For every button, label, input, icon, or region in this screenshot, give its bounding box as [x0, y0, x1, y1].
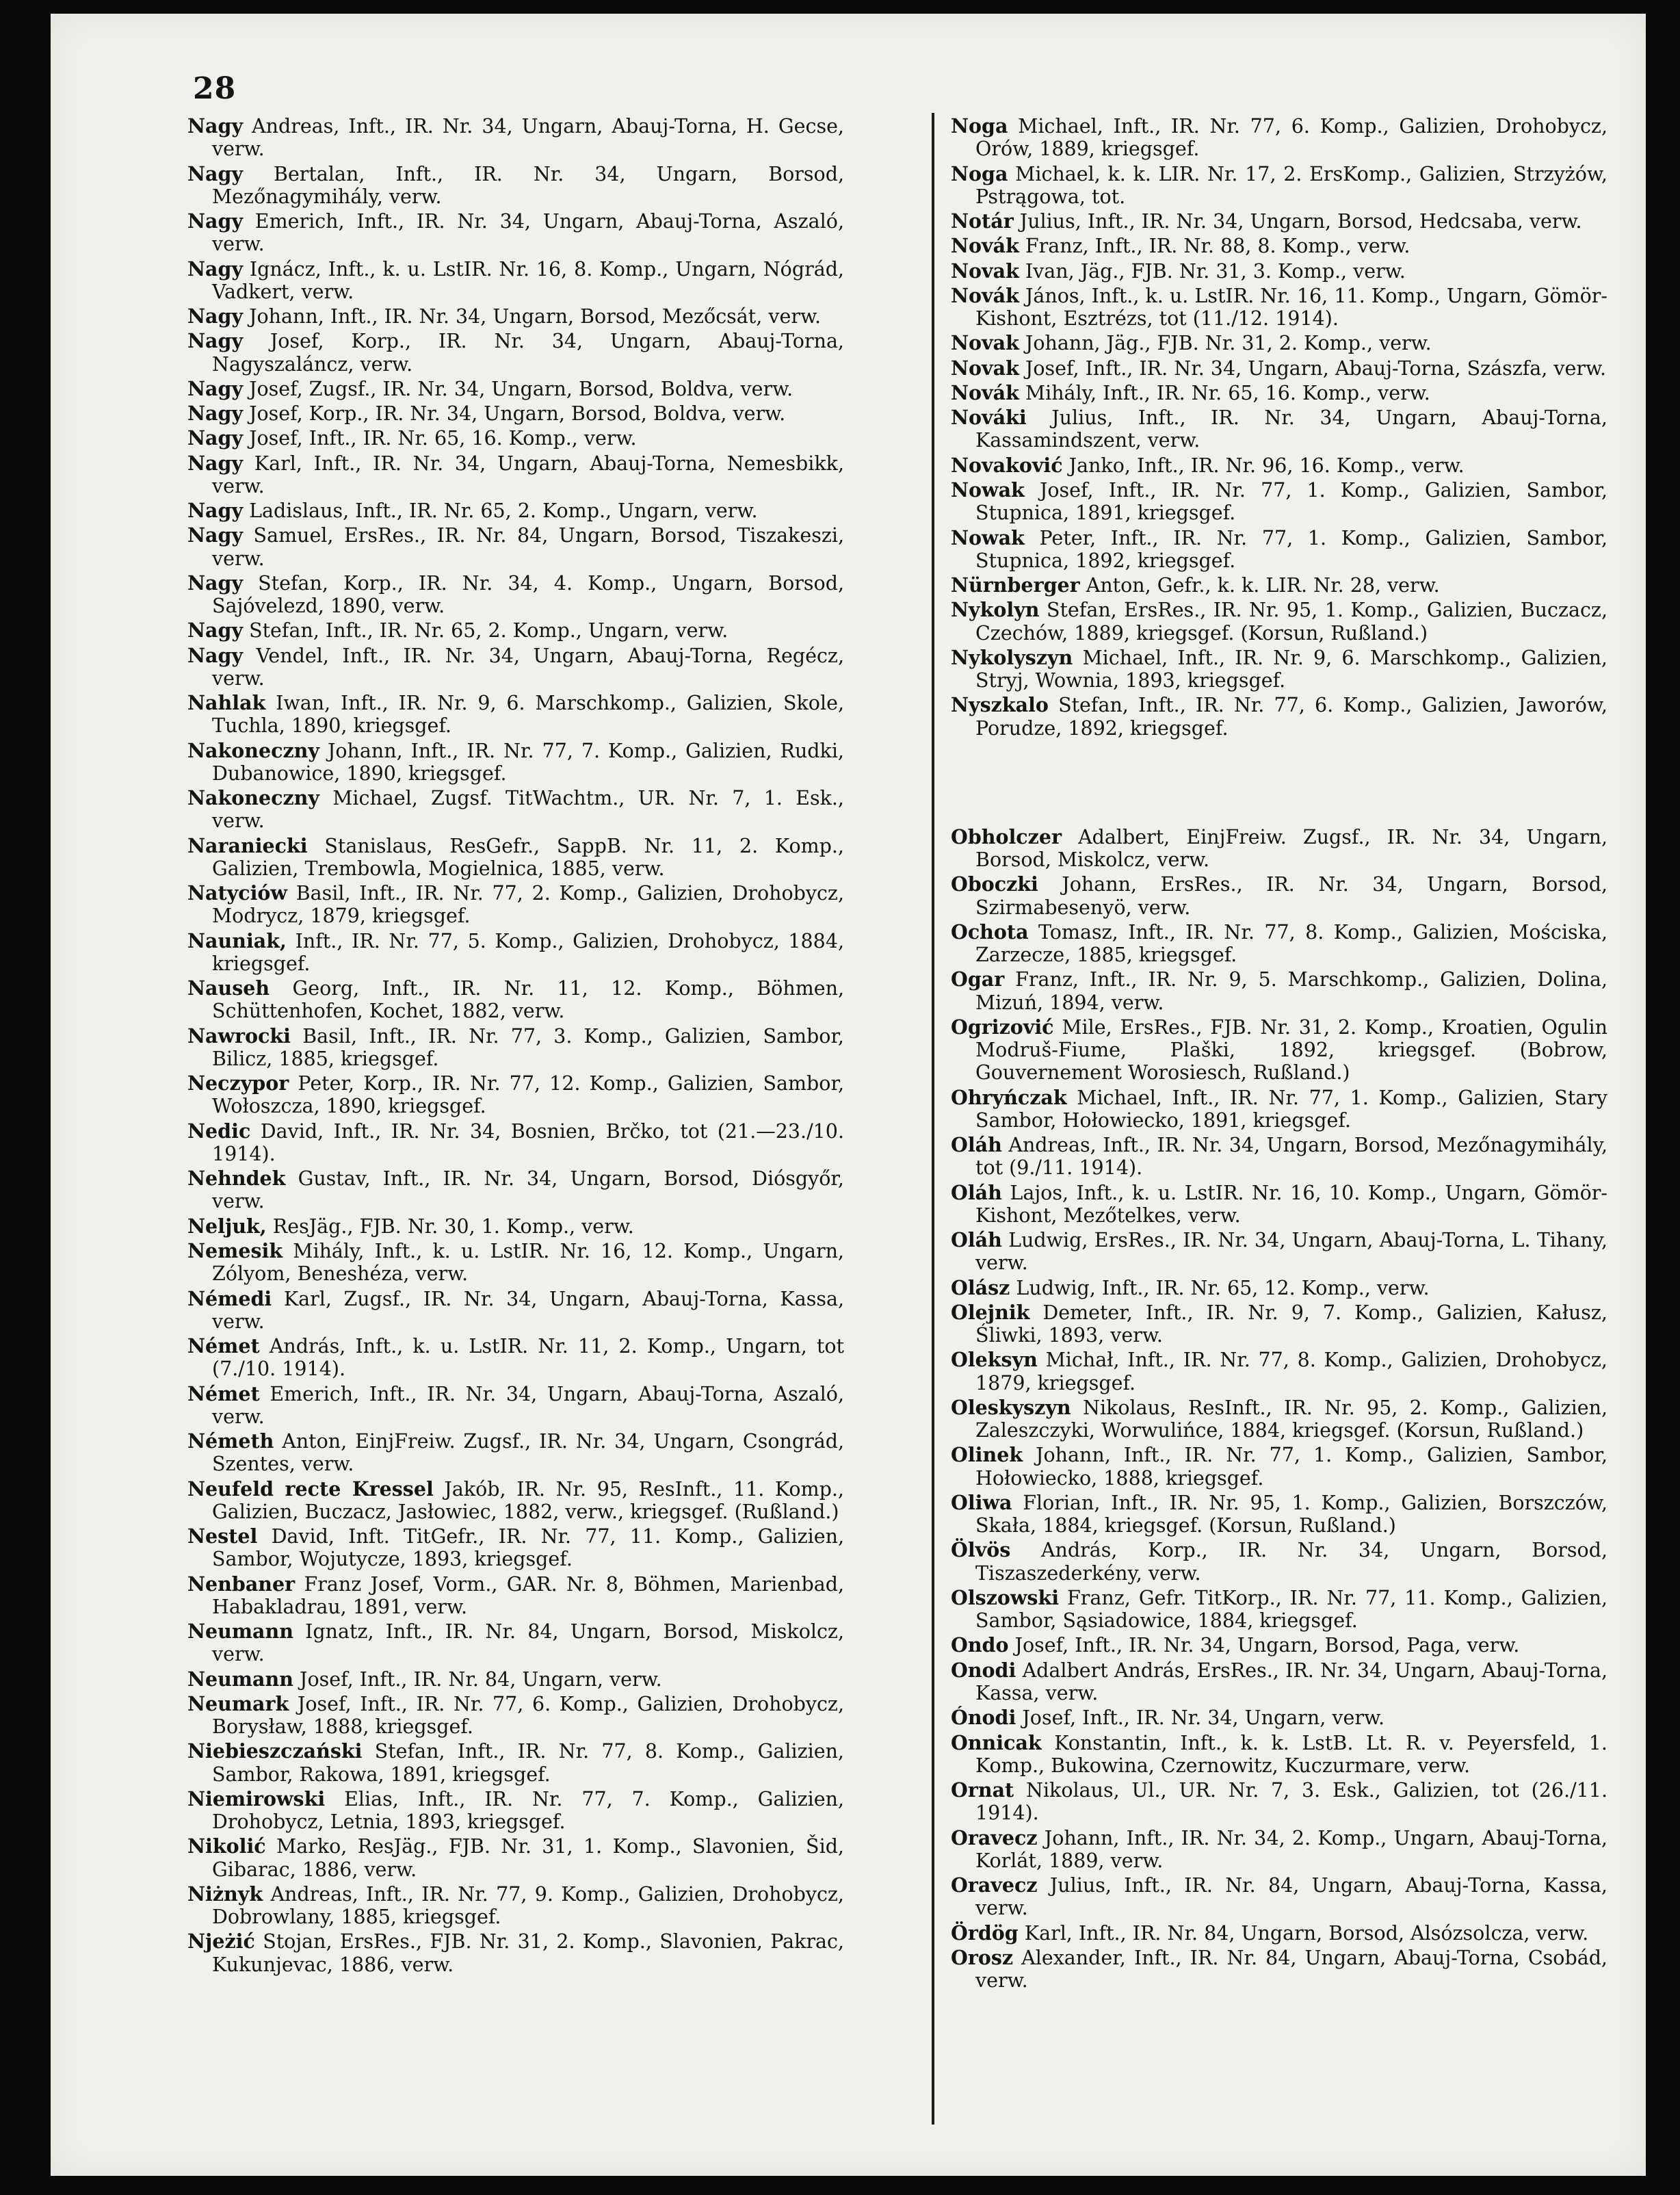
entry-details: Stefan, Inft., IR. Nr. 77, 8. Komp., Galizien, Sambor, Rakowa, 1891, kriegsgef. [212, 1740, 844, 1786]
entry-surname: Nauseh [187, 976, 270, 1000]
register-entry [951, 921, 1607, 966]
entry-details: Emerich, Inft., IR. Nr. 34, Ungarn, Abauj-Torna, Aszaló, verw. [212, 210, 845, 256]
entry-surname: Novák [951, 283, 1019, 307]
register-entry [951, 1634, 1607, 1657]
entry-surname: Neljuk, [187, 1214, 267, 1238]
entry-details: Nikolaus, ResInft., IR. Nr. 95, 2. Komp., Galizien, Zaleszczyki, Worwulińce, 1884, kriegsgef. (Korsun, Rußland.) [975, 1396, 1608, 1442]
entry-surname: Oláh [951, 1228, 1002, 1252]
register-entry [187, 977, 844, 1022]
entry-surname: Neumann [187, 1620, 293, 1644]
register-entry [951, 1301, 1607, 1347]
register-entry [187, 645, 844, 690]
entry-details: Demeter, Inft., IR. Nr. 9, 7. Komp., Galizien, Kałusz, Śliwki, 1893, verw. [975, 1301, 1607, 1347]
entry-details: Adalbert András, ErsRes., IR. Nr. 34, Ungarn, Abauj-Torna, Kassa, verw. [975, 1659, 1607, 1704]
entry-details: Johann, Jäg., FJB. Nr. 31, 2. Komp., verw. [1025, 332, 1432, 355]
register-entry [187, 1120, 844, 1165]
register-entry [951, 527, 1607, 572]
entry-surname: Novák [951, 380, 1019, 404]
entry-details: Michael, Inft., IR. Nr. 77, 6. Komp., Galizien, Drohobycz, Orów, 1889, kriegsgef. [975, 115, 1608, 161]
register-entry [951, 694, 1607, 739]
entry-details: Mile, ErsRes., FJB. Nr. 31, 2. Komp., Kroatien, Ogulin Modruš-Fiume, Plaški, 1892, kriegsgef. (Bobrow, Gouvernement Worosiesch, Rußland.) [975, 1015, 1607, 1084]
entry-details: Josef, Inft., IR. Nr. 77, 1. Komp., Galizien, Sambor, Stupnica, 1891, kriegsgef. [975, 479, 1608, 525]
entry-details: Michael, Zugsf. TitWachtm., UR. Nr. 7, 1. Esk., verw. [212, 787, 844, 833]
entry-surname: Notár [951, 209, 1014, 233]
register-entry [951, 260, 1607, 283]
register-entry [951, 1827, 1607, 1872]
entry-surname: Nedic [187, 1119, 251, 1143]
entry-details: Lajos, Inft., k. u. LstIR. Nr. 16, 10. Komp., Ungarn, Gömör-Kishont, Mezőtelkes, verw. [975, 1181, 1608, 1227]
entry-surname: Nemesik [187, 1239, 283, 1263]
register-entry [951, 1444, 1607, 1489]
entry-details: Ladislaus, Inft., IR. Nr. 65, 2. Komp., Ungarn, verw. [249, 499, 758, 523]
entry-details: Ignácz, Inft., k. u. LstIR. Nr. 16, 8. Komp., Ungarn, Nógrád, Vadkert, verw. [212, 257, 844, 303]
register-entry [187, 1883, 844, 1928]
entry-details: Peter, Korp., IR. Nr. 77, 12. Komp., Galizien, Sambor, Wołoszcza, 1890, kriegsgef. [212, 1072, 844, 1118]
register-entry [951, 357, 1607, 380]
register-entry [187, 1215, 844, 1238]
entry-surname: Onodi [951, 1658, 1016, 1682]
entry-details: Johann, ErsRes., IR. Nr. 34, Ungarn, Borsod, Szirmabesenyö, verw. [975, 873, 1607, 919]
entry-details: Tomasz, Inft., IR. Nr. 77, 8. Komp., Galizien, Mościska, Zarzecze, 1885, kriegsgef. [975, 920, 1608, 967]
entry-surname: Oláh [951, 1133, 1002, 1157]
register-entry [187, 1240, 844, 1285]
entry-details: Ivan, Jäg., FJB. Nr. 31, 3. Komp., verw. [1025, 259, 1406, 283]
register-entry [187, 1167, 844, 1212]
register-entry [187, 1383, 844, 1428]
register-entry [951, 1947, 1607, 1992]
entry-details: Franz, Gefr. TitKorp., IR. Nr. 77, 11. Komp., Galizien, Sambor, Sąsiadowice, 1884, kriegsgef. [975, 1586, 1607, 1633]
register-entry [187, 740, 844, 785]
register-entry [951, 1539, 1607, 1584]
register-entry [187, 1620, 844, 1665]
entry-details: Franz Josef, Vorm., GAR. Nr. 8, Böhmen, Marienbad, Habakladrau, 1891, verw. [212, 1572, 845, 1618]
register-entry [187, 402, 844, 425]
entry-details: Josef, Inft., IR. Nr. 65, 16. Komp., verw. [249, 427, 637, 450]
entry-surname: Oravecz [951, 1873, 1038, 1897]
entry-surname: Német [187, 1334, 260, 1358]
entry-surname: Olszowski [951, 1585, 1060, 1609]
entry-details: Franz, Inft., IR. Nr. 9, 5. Marschkomp., Galizien, Dolina, Mizuń, 1894, verw. [975, 968, 1607, 1014]
entry-surname: Ondo [951, 1633, 1009, 1657]
entry-surname: Novak [951, 259, 1019, 283]
entry-details: Elias, Inft., IR. Nr. 77, 7. Komp., Galizien, Drohobycz, Letnia, 1893, kriegsgef. [212, 1787, 844, 1834]
register-entry [951, 1134, 1607, 1179]
register-entry [187, 692, 844, 737]
entry-surname: Nagy [187, 257, 244, 281]
entry-details: Andreas, Inft., IR. Nr. 34, Ungarn, Borsod, Mezőnagymihály, tot (9./11. 1914). [975, 1134, 1608, 1180]
register-entry [951, 873, 1607, 918]
entry-details: Stefan, Inft., IR. Nr. 65, 2. Komp., Ungarn, verw. [249, 619, 729, 642]
entry-details: Jakób, IR. Nr. 95, ResInft., 11. Komp., Galizien, Buczacz, Jasłowiec, 1882, verw., kriegsgef. (Rußland.) [212, 1477, 844, 1523]
entry-details: Gustav, Inft., IR. Nr. 34, Ungarn, Borsod, Diósgyőr, verw. [212, 1167, 844, 1213]
entry-surname: Nikolić [187, 1834, 266, 1858]
entry-details: Anton, Gefr., k. k. LIR. Nr. 28, verw. [1086, 574, 1440, 597]
entry-surname: Nestel [187, 1524, 258, 1548]
entry-details: Johann, Inft., IR. Nr. 77, 1. Komp., Galizien, Sambor, Hołowiecko, 1888, kriegsgef. [975, 1444, 1608, 1490]
entry-surname: Nawrocki [187, 1024, 291, 1048]
entry-surname: Ochota [951, 920, 1029, 944]
register-entry [951, 1659, 1607, 1704]
entry-surname: Ogrizović [951, 1015, 1054, 1039]
entry-details: Michael, Inft., IR. Nr. 77, 1. Komp., Galizien, Stary Sambor, Hołowiecko, 1891, kriegsgef. [975, 1086, 1607, 1132]
entry-surname: Neczypor [187, 1071, 289, 1095]
entry-surname: Olinek [951, 1443, 1023, 1467]
entry-details: Inft., IR. Nr. 77, 5. Komp., Galizien, Drohobycz, 1884, kriegsgef. [212, 929, 845, 975]
register-entry [951, 968, 1607, 1013]
entry-details: Mihály, Inft., k. u. LstIR. Nr. 16, 12. Komp., Ungarn, Zólyom, Beneshéza, verw. [212, 1240, 844, 1286]
entry-surname: Nakoneczny [187, 738, 319, 762]
entry-details: Josef, Korp., IR. Nr. 34, Ungarn, Borsod, Boldva, verw. [249, 402, 786, 426]
entry-details: Josef, Inft., IR. Nr. 34, Ungarn, Abauj-Torna, Szászfa, verw. [1025, 356, 1607, 380]
entry-details: Iwan, Inft., IR. Nr. 9, 6. Marschkomp., Galizien, Skole, Tuchla, 1890, kriegsgef. [212, 692, 845, 738]
register-entry [187, 115, 844, 160]
register-entry [187, 882, 844, 927]
register-entry [187, 499, 844, 522]
entry-details: Peter, Inft., IR. Nr. 77, 1. Komp., Galizien, Sambor, Stupnica, 1892, kriegsgef. [975, 526, 1608, 572]
entry-surname: Ónodi [951, 1706, 1016, 1730]
register-entry [951, 1587, 1607, 1632]
entry-details: Samuel, ErsRes., IR. Nr. 84, Ungarn, Borsod, Tiszakeszi, verw. [212, 524, 845, 570]
register-entry [187, 1740, 844, 1785]
entry-surname: Niżnyk [187, 1882, 263, 1906]
entry-surname: Nahlak [187, 691, 266, 715]
entry-details: Karl, Inft., IR. Nr. 84, Ungarn, Borsod, Alsózsolcza, verw. [1024, 1921, 1589, 1945]
entry-details: Marko, ResJäg., FJB. Nr. 31, 1. Komp., Slavonien, Šid, Gibarac, 1886, verw. [212, 1835, 844, 1881]
entry-surname: Ohryńczak [951, 1085, 1067, 1109]
entry-surname: Nagy [187, 426, 244, 450]
left-column [187, 115, 844, 1976]
entry-surname: Nagy [187, 304, 244, 328]
page-number: 28 [193, 71, 237, 106]
entry-details: Emerich, Inft., IR. Nr. 34, Ungarn, Abauj-Torna, Aszaló, verw. [212, 1382, 845, 1428]
register-entry [187, 1430, 844, 1475]
entry-surname: Nagy [187, 376, 244, 400]
entry-details: Johann, Inft., IR. Nr. 34, Ungarn, Borsod, Mezőcsát, verw. [249, 305, 822, 328]
register-entry [187, 452, 844, 497]
register-entry [951, 285, 1607, 330]
register-entry [951, 382, 1607, 404]
entry-surname: Nagy [187, 329, 244, 353]
register-entry [187, 930, 844, 975]
entry-surname: Njeżić [187, 1930, 255, 1953]
register-entry [187, 524, 844, 569]
entry-surname: Nauniak, [187, 928, 287, 952]
register-entry [951, 1874, 1607, 1919]
register-entry [951, 479, 1607, 524]
entry-details: David, Inft., IR. Nr. 34, Bosnien, Brčko, tot (21.—23./10. 1914). [212, 1119, 844, 1165]
entry-surname: Noga [951, 114, 1008, 138]
entry-details: Ludwig, Inft., IR. Nr. 65, 12. Komp., verw. [1016, 1276, 1430, 1299]
entry-surname: Nagy [187, 619, 244, 642]
register-entry [187, 1478, 844, 1523]
entry-details: Josef, Inft., IR. Nr. 34, Ungarn, Borsod, Paga, verw. [1014, 1634, 1520, 1657]
entry-details: Karl, Zugsf., IR. Nr. 34, Ungarn, Abauj-Torna, Kassa, verw. [212, 1287, 845, 1333]
register-entry [187, 1573, 844, 1618]
entry-surname: Nykolyn [951, 598, 1040, 622]
entry-surname: Ornat [951, 1778, 1014, 1802]
right-column [951, 115, 1607, 1992]
entry-details: Ignatz, Inft., IR. Nr. 84, Ungarn, Borsod, Miskolcz, verw. [212, 1620, 844, 1666]
entry-surname: Nagy [187, 161, 244, 185]
entry-details: David, Inft. TitGefr., IR. Nr. 77, 11. Komp., Galizien, Sambor, Wojutycze, 1893, kriegsgef. [212, 1525, 845, 1571]
entry-surname: Oliwa [951, 1490, 1012, 1514]
entry-details: Konstantin, Inft., k. k. LstB. Lt. R. v. Peyersfeld, 1. Komp., Bukowina, Czernowitz, Kuczurmare, verw. [975, 1731, 1607, 1777]
register-entry [187, 1693, 844, 1738]
register-entry [187, 835, 844, 880]
entry-details: Alexander, Inft., IR. Nr. 84, Ungarn, Abauj-Torna, Csobád, verw. [975, 1946, 1607, 1992]
entry-details: Basil, Inft., IR. Nr. 77, 3. Komp., Galizien, Sambor, Bilicz, 1885, kriegsgef. [212, 1024, 844, 1070]
entry-surname: Orosz [951, 1945, 1014, 1969]
entry-details: Stefan, Korp., IR. Nr. 34, 4. Komp., Ungarn, Borsod, Sajóvelezd, 1890, verw. [212, 571, 844, 618]
entry-details: Michał, Inft., IR. Nr. 77, 8. Komp., Galizien, Drohobycz, 1879, kriegsgef. [975, 1349, 1607, 1394]
column-divider [932, 113, 934, 2125]
register-entry [951, 599, 1607, 644]
entry-surname: Olejnik [951, 1300, 1030, 1324]
register-entry [951, 1706, 1607, 1729]
entry-surname: Novak [951, 356, 1019, 380]
entry-surname: Nagy [187, 643, 244, 667]
entry-details: Bertalan, Inft., IR. Nr. 34, Ungarn, Borsod, Mezőnagymihály, verw. [212, 162, 845, 208]
register-entry [187, 305, 844, 328]
entry-surname: Oboczki [951, 872, 1038, 896]
entry-details: Josef, Inft., IR. Nr. 34, Ungarn, verw. [1022, 1706, 1385, 1730]
entry-details: Florian, Inft., IR. Nr. 95, 1. Komp., Galizien, Borszczów, Skała, 1884, kriegsgef. (Korsun, Rußland.) [975, 1491, 1608, 1537]
register-entry [951, 574, 1607, 597]
register-entry [951, 454, 1607, 477]
entry-surname: Nagy [187, 523, 244, 547]
register-entry [187, 572, 844, 617]
register-entry [187, 258, 844, 303]
register-entry [187, 378, 844, 400]
entry-surname: Nowak [951, 478, 1025, 502]
entry-details: Josef, Korp., IR. Nr. 34, Ungarn, Abauj-Torna, Nagyszaláncz, verw. [212, 330, 844, 376]
register-entry [187, 1288, 844, 1333]
register-entry [187, 1668, 844, 1691]
entry-details: Johann, Inft., IR. Nr. 77, 7. Komp., Galizien, Rudki, Dubanowice, 1890, kriegsgef. [212, 739, 844, 785]
entry-surname: Novaković [951, 453, 1063, 477]
entry-details: Michael, k. k. LIR. Nr. 17, 2. ErsKomp., Galizien, Strzyżów, Pstrągowa, tot. [975, 162, 1607, 208]
register-entry [951, 1087, 1607, 1132]
entry-surname: Oravecz [951, 1826, 1038, 1849]
register-entry [951, 1922, 1607, 1945]
register-entry [187, 1525, 844, 1570]
entry-details: Josef, Inft., IR. Nr. 77, 6. Komp., Galizien, Drohobycz, Borysław, 1888, kriegsgef. [212, 1692, 845, 1739]
entry-details: Adalbert, EinjFreiw. Zugsf., IR. Nr. 34, Ungarn, Borsod, Miskolcz, verw. [975, 825, 1608, 872]
entry-details: András, Korp., IR. Nr. 34, Ungarn, Borsod, Tiszaszederkény, verw. [975, 1539, 1608, 1585]
entry-details: András, Inft., k. u. LstIR. Nr. 11, 2. Komp., Ungarn, tot (7./10. 1914). [212, 1335, 844, 1381]
entry-surname: Onnicak [951, 1730, 1042, 1754]
register-entry [187, 427, 844, 450]
entry-surname: Német [187, 1381, 260, 1405]
entry-details: Stojan, ErsRes., FJB. Nr. 31, 2. Komp., Slavonien, Pakrac, Kukunjevac, 1886, verw. [212, 1930, 844, 1976]
entry-surname: Neumann [187, 1667, 293, 1691]
right-column-n-entries [951, 115, 1607, 740]
entry-surname: Nagy [187, 451, 244, 475]
register-entry [187, 1835, 844, 1880]
entry-details: Basil, Inft., IR. Nr. 77, 2. Komp., Galizien, Drohobycz, Modrycz, 1879, kriegsgef. [212, 882, 845, 928]
entry-details: Julius, Inft., IR. Nr. 34, Ungarn, Abauj-Torna, Kassamindszent, verw. [975, 406, 1607, 452]
entry-details: Ludwig, ErsRes., IR. Nr. 34, Ungarn, Abauj-Torna, L. Tihany, verw. [975, 1229, 1607, 1275]
register-entry [187, 1072, 844, 1117]
entry-surname: Olász [951, 1275, 1010, 1299]
entry-surname: Némedi [187, 1286, 272, 1310]
entry-surname: Nakoneczny [187, 786, 319, 810]
entry-surname: Naraniecki [187, 833, 308, 857]
register-entry [951, 1397, 1607, 1442]
entry-details: Georg, Inft., IR. Nr. 11, 12. Komp., Böhmen, Schüttenhofen, Kochet, 1882, verw. [212, 977, 845, 1023]
entry-surname: Nenbaner [187, 1572, 296, 1596]
entry-surname: Németh [187, 1429, 274, 1453]
entry-details: Stefan, Inft., IR. Nr. 77, 6. Komp., Galizien, Jaworów, Porudze, 1892, kriegsgef. [975, 694, 1607, 740]
entry-surname: Nagy [187, 209, 244, 233]
register-entry [951, 1492, 1607, 1537]
register-entry [187, 1788, 844, 1833]
register-entry [951, 1229, 1607, 1274]
entry-details: Stanislaus, ResGefr., SappB. Nr. 11, 2. Komp., Galizien, Trembowla, Mogielnica, 1885, verw. [212, 834, 844, 880]
entry-surname: Neumark [187, 1691, 289, 1715]
entry-details: Franz, Inft., IR. Nr. 88, 8. Komp., verw. [1025, 235, 1410, 258]
register-entry [951, 332, 1607, 354]
register-entry [951, 163, 1607, 208]
register-entry [951, 1732, 1607, 1777]
entry-details: Vendel, Inft., IR. Nr. 34, Ungarn, Abauj-Torna, Regécz, verw. [212, 644, 845, 690]
entry-details: Michael, Inft., IR. Nr. 9, 6. Marschkomp., Galizien, Stryj, Wownia, 1893, kriegsgef. [975, 646, 1607, 692]
entry-surname: Niebieszczański [187, 1739, 363, 1763]
entry-surname: Nagy [187, 114, 244, 138]
entry-details: János, Inft., k. u. LstIR. Nr. 16, 11. Komp., Ungarn, Gömör-Kishont, Esztrézs, tot (11./12. 1914). [975, 284, 1608, 330]
register-entry [187, 1930, 844, 1975]
entry-details: Mihály, Inft., IR. Nr. 65, 16. Komp., verw. [1025, 381, 1430, 404]
register-entry [187, 619, 844, 642]
register-entry [187, 210, 844, 255]
entry-surname: Ogar [951, 967, 1005, 991]
register-entry [951, 826, 1607, 871]
entry-surname: Nykolyszyn [951, 645, 1073, 669]
right-column-o-entries [951, 826, 1607, 1992]
entry-surname: Oleskyszyn [951, 1395, 1071, 1419]
register-entry [951, 235, 1607, 257]
register-entry [187, 330, 844, 375]
entry-surname: Nagy [187, 499, 244, 523]
entry-surname: Novak [951, 331, 1019, 355]
entry-surname: Oleksyn [951, 1348, 1038, 1372]
entry-surname: Nehndek [187, 1167, 286, 1191]
entry-surname: Noga [951, 161, 1008, 185]
register-entry [951, 1016, 1607, 1084]
entry-surname: Nagy [187, 571, 244, 595]
entry-surname: Ördög [951, 1921, 1019, 1945]
entry-surname: Obholczer [951, 824, 1062, 848]
entry-details: Andreas, Inft., IR. Nr. 77, 9. Komp., Galizien, Drohobycz, Dobrowlany, 1885, kriegsgef. [212, 1882, 844, 1929]
register-entry [187, 1025, 844, 1070]
entry-details: Johann, Inft., IR. Nr. 34, 2. Komp., Ungarn, Abauj-Torna, Korlát, 1889, verw. [975, 1826, 1607, 1872]
entry-surname: Ölvös [951, 1538, 1011, 1562]
entry-details: Stefan, ErsRes., IR. Nr. 95, 1. Komp., Galizien, Buczacz, Czechów, 1889, kriegsgef. (Korsun, Rußland.) [975, 599, 1608, 645]
register-entry [951, 210, 1607, 233]
register-entry [187, 163, 844, 208]
register-entry [951, 1349, 1607, 1394]
entry-details: Josef, Inft., IR. Nr. 84, Ungarn, verw. [300, 1667, 662, 1691]
entry-details: Julius, Inft., IR. Nr. 34, Ungarn, Borsod, Hedcsaba, verw. [1019, 210, 1582, 233]
register-entry [951, 406, 1607, 452]
entry-surname: Nyszkalo [951, 693, 1049, 717]
entry-surname: Novák [951, 234, 1019, 258]
entry-surname: Nowak [951, 525, 1025, 549]
entry-surname: Nürnberger [951, 573, 1080, 597]
section-gap [951, 742, 1607, 824]
entry-surname: Niemirowski [187, 1787, 326, 1810]
register-entry [951, 1277, 1607, 1299]
register-entry [951, 1779, 1607, 1824]
register-entry [187, 787, 844, 832]
entry-details: Julius, Inft., IR. Nr. 84, Ungarn, Abauj-Torna, Kassa, verw. [975, 1874, 1607, 1920]
entry-surname: Oláh [951, 1180, 1002, 1204]
entry-surname: Neufeld recte Kressel [187, 1477, 434, 1501]
entry-details: Andreas, Inft., IR. Nr. 34, Ungarn, Abauj-Torna, H. Gecse, verw. [212, 115, 844, 161]
register-entry [951, 647, 1607, 692]
entry-details: Anton, EinjFreiw. Zugsf., IR. Nr. 34, Ungarn, Csongrád, Szentes, verw. [212, 1430, 844, 1476]
entry-surname: Nováki [951, 406, 1027, 430]
entry-details: Josef, Zugsf., IR. Nr. 34, Ungarn, Borsod, Boldva, verw. [249, 377, 793, 400]
entry-details: Janko, Inft., IR. Nr. 96, 16. Komp., verw. [1068, 454, 1465, 477]
entry-details: ResJäg., FJB. Nr. 30, 1. Komp., verw. [272, 1215, 634, 1238]
entry-details: Nikolaus, Ul., UR. Nr. 7, 3. Esk., Galizien, tot (26./11. 1914). [975, 1779, 1608, 1825]
register-entry [951, 115, 1607, 160]
register-entry [187, 1335, 844, 1380]
entry-surname: Nagy [187, 402, 244, 426]
register-entry [951, 1182, 1607, 1227]
entry-surname: Natyciów [187, 881, 287, 905]
entry-details: Karl, Inft., IR. Nr. 34, Ungarn, Abauj-Torna, Nemesbikk, verw. [212, 452, 845, 497]
